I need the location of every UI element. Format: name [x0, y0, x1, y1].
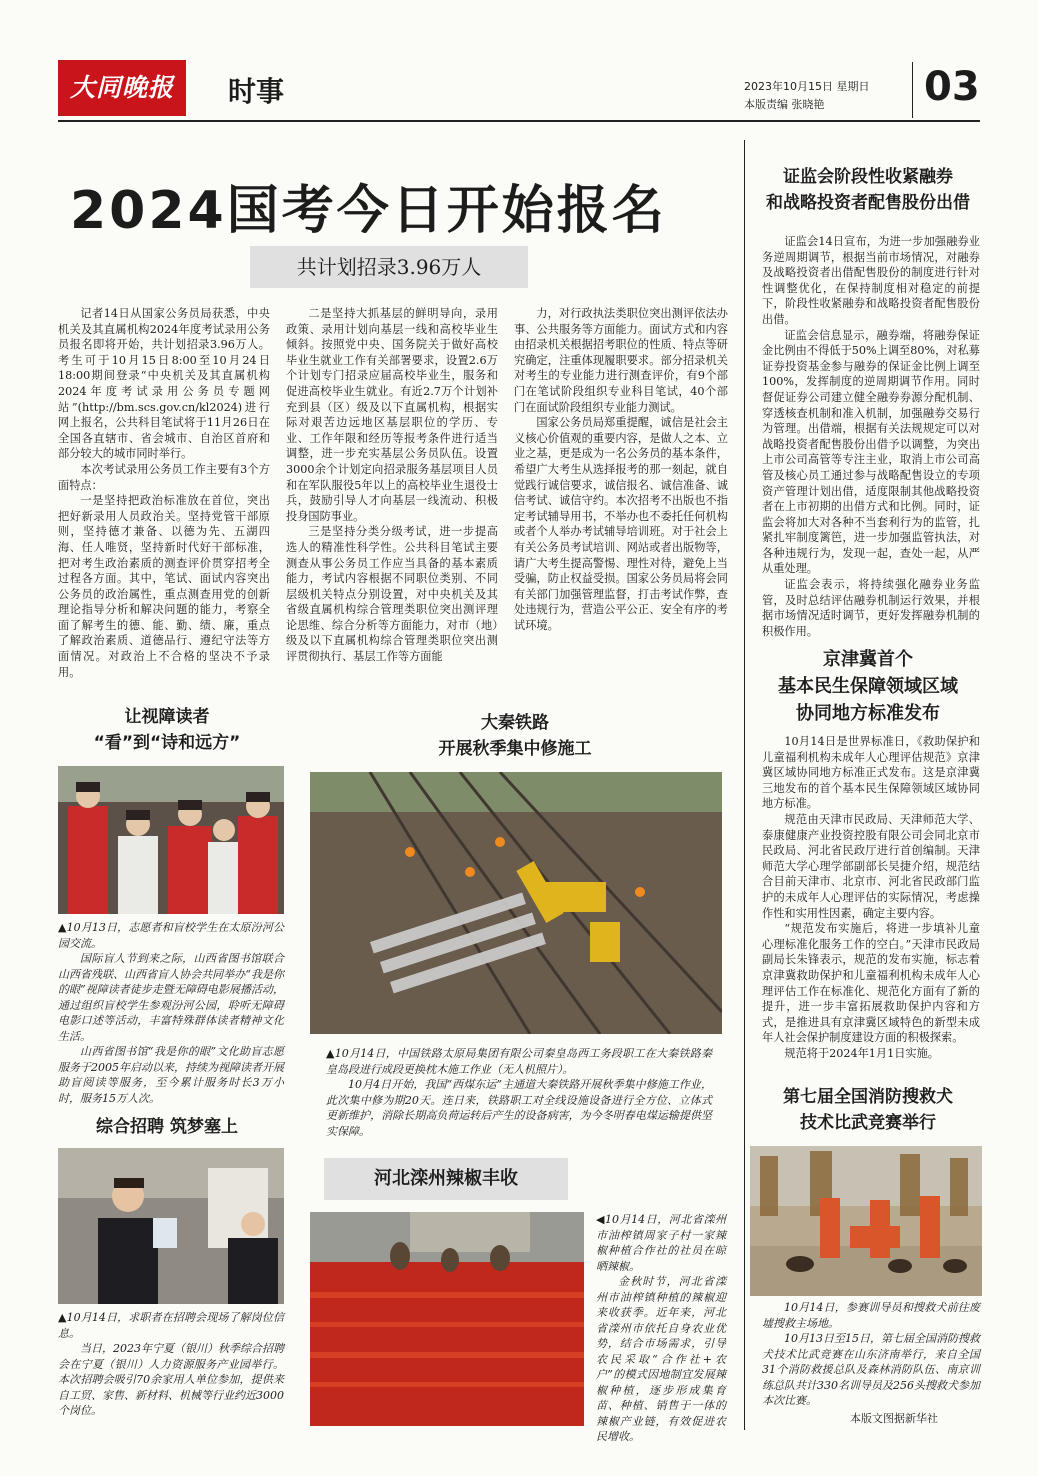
recruit-caption — [58, 1310, 284, 1419]
readers-headline — [62, 704, 272, 756]
paragraph: 二是坚持大抓基层的鲜明导向，录用政策、录用计划向基层一线和高校毕业生倾斜。按照党中央、国务院关于做好高校毕业生就业工作有关部署要求，设置2.6万个计划专门招录应届高校毕业生，服务和促进高校毕业生就业。有近2.7万个计划补充到县（区）级及以下直属机构，根据实际对艰苦边远地区基层职位的学历、专业、工作年限和经历等报考条件进行适当调整，进一步充实基层公务员队伍。设置3000余个计划定向招录服务基层项目人员和在军队服役5年以上的高校毕业生退役士兵，鼓励引导人才向基层一线流动、积极投身国防事业。 — [286, 307, 498, 523]
caption-text: 10月4日开始，我国“西煤东运”主通道大秦铁路开展秋季集中修施工作业，此次集中修为期20天。连日来，铁路职工对全线设施设备进行全方位、立体式更新维护，消除长期高负荷运转后产生的设备病害，为今冬明春电煤运输提供坚实保障。 — [326, 1078, 712, 1138]
paragraph: 力，对行政执法类职位突出测评依法办事、公共服务等方面能力。面试方式和内容由招录机关根据招考职位的性质、特点等研究确定，注重体现履职要求。部分招录机关对考生的专业能力进行测查评价，有9个部门在笔试阶段组织专业科目笔试，40个部门在面试阶段组织专业能力测试。 — [514, 307, 728, 414]
headline-line: 第七届全国消防搜救犬 — [783, 1087, 953, 1107]
rail-headline — [340, 710, 690, 762]
caption-text: 10月13日至15日，第七届全国消防搜救犬技术比武竞赛在山东济南举行，来自全国31个消防救援总队及森林消防队伍、南京训练总队共计330名训导员及256头搜救犬参加本次比赛。 — [762, 1332, 980, 1407]
right-column-divider — [744, 140, 745, 1430]
rescue-dog-headline — [750, 1084, 986, 1136]
readers-caption — [58, 920, 284, 1106]
caption-text: 当日，2023年宁夏（银川）秋季综合招聘会在宁夏（银川）人力资源服务产业园举行。本次招聘会吸引70余家用人单位参加，提供来自工贸、家售、新材料、机械等行业约近3000个岗位。 — [58, 1342, 284, 1417]
standards-story — [762, 734, 980, 1061]
recruit-headline: 综合招聘 筑梦塞上 — [96, 1117, 238, 1137]
issue-date: 2023年10月15日 星期日 — [744, 80, 870, 93]
caption-text: ▲10月13日，志愿者和盲校学生在太原汾河公园交流。 — [58, 921, 284, 950]
paragraph: 规范将于2024年1月1日实施。 — [784, 1046, 939, 1060]
paragraph: 证监会信息显示，融券端，将融券保证金比例由不得低于50%上调至80%，对私募证券投资基金参与融券的保证金比例上调至100%，发挥制度的逆周期调节作用。同时督促证券公司建立健全融券券源分配机制、穿透核查机制和准入机制，加强融券交易行为管理。出借端，根据有关法规规定可以对战略投资者配售股份出借予以调整，为突出上市公司高管等专注主业，取消上市公司高管及核心员工通过参与战略配售设立的专项资产管理计划出借，适度限制其他战略投资者在上市初期的出借方式和比例。同时，证监会将加大对各种不当套利行为的监管，扎紧扎牢制度篱笆，进一步加强监管执法，对各种违规行为，发现一起，查处一起，从严从重处理。 — [762, 328, 980, 576]
recruit-photo — [58, 1148, 284, 1304]
paragraph: 国家公务员局郑重提醒，诚信是社会主义核心价值观的重要内容，是做人之本、立业之基，更是成为一名公务员的基本条件，希望广大考生从选择报考的那一刻起，就自觉践行诚信要求，诚信报名、诚信准备、诚信考试、诚信守约。本次招考不出版也不指定考试辅导用书，不举办也不委托任何机构或者个人举办考试辅导培训班。对于社会上有关公务员考试培训、网站或者出版物等，请广大考生提高警惕、理性对待，避免上当受骗，防止权益受损。国家公务员局将会同有关部门加强管理监督，打击考试作弊，查处违规行为，营造公平公正、安全有序的考试环境。 — [514, 416, 728, 632]
lead-headline: 2024国考今日开始报名 — [70, 181, 667, 241]
page-editor: 本版责编 张晓艳 — [744, 98, 825, 111]
caption-text: 山西省图书馆“我是你的眼”文化助盲志愿服务于2005年启动以来，持续为视障读者开展助盲阅读等服务，至今累计服务时长3万小时，服务15万人次。 — [58, 1045, 284, 1105]
standards-headline — [750, 646, 986, 727]
headline-line: “看”到“诗和远方” — [93, 733, 241, 753]
rail-caption — [326, 1046, 712, 1139]
section-name: 时事 — [228, 75, 285, 108]
headline-line: 开展秋季集中修施工 — [438, 739, 592, 759]
readers-photo — [58, 766, 284, 914]
headline-line: 和战略投资者配售股份出借 — [766, 193, 970, 213]
lead-column-3 — [514, 306, 728, 633]
paragraph: 规范由天津市民政局、天津师范大学、泰康健康产业投资控股有限公司会同北京市民政局、河北省民政厅进行首创编制。天津师范大学心理学部副部长吴捷介绍，规范结合目前天津市、北京市、河北省民政部门监护的未成年人心理评估的实际情况，考虑操作性和实用性因素，确定主要内容。 — [762, 812, 980, 920]
caption-text: 国际盲人节到来之际，山西省图书馆联合山西省残联、山西省盲人协会共同举办“我是你的眼”视障读者徒步走暨无障碍电影展播活动，通过组织盲校学生参观汾河公园，聆听无障碍电影口述等活动，丰富特殊群体读者精神文化生活。 — [58, 952, 284, 1043]
headline-line: 基本民生保障领域区域 — [778, 676, 958, 697]
paragraph: 三是坚持分类分级考试，进一步提高选人的精准性科学性。公共科目笔试主要测查从事公务员工作应当具备的基本素质能力，考试内容根据不同职位类别、不同层级机关特点分别设置，对中央机关及其省级直属机构综合管理类职位突出测评理论思维、综合分析等方面能力，对市（地）级及以下直属机构综合管理类职位突出测评贯彻执行、基层工作等方面能 — [286, 525, 498, 664]
photo-credit: 本版文图据新华社 — [850, 1412, 938, 1425]
caption-text: ▲10月14日，中国铁路太原局集团有限公司秦皇岛西工务段职工在大秦铁路秦皇岛段进行成段更换枕木施工作业（无人机照片）。 — [326, 1047, 712, 1076]
caption-text: 金秋时节，河北省滦州市油榨镇种植的辣椒迎来收获季。近年来，河北省滦州市依托自身农业优势，结合市场需求，引导农民采取“合作社+农户”的模式因地制宜发展辣椒种植，逐步形成集育苗、种植、销售于一体的辣椒产业链，有效促进农民增收。 — [596, 1275, 726, 1443]
caption-text: 10月14日，参赛训导员和搜救犬前往废墟搜救主场地。 — [762, 1301, 980, 1330]
rail-photo — [310, 772, 722, 1034]
page-number: 03 — [924, 64, 980, 110]
rescue-dog-photo — [750, 1146, 982, 1296]
lead-column-1 — [58, 306, 270, 680]
securities-story — [762, 234, 980, 639]
headline-line: 京津冀首个 — [823, 649, 913, 670]
rescue-dog-caption — [762, 1300, 980, 1409]
pepper-headline: 河北滦州辣椒丰收 — [324, 1158, 568, 1200]
caption-text: ◀10月14日，河北省滦州市油榨镇周家子村一家辣椒种植合作社的社员在晾晒辣椒。 — [596, 1213, 726, 1273]
pepper-caption — [596, 1212, 726, 1445]
headline-line: 让视障读者 — [124, 707, 210, 727]
paragraph: 证监会表示，将持续强化融券业务监管，及时总结评估融券机制运行效果，并根据市场情况适时调节，更好发挥融券机制的积极作用。 — [762, 578, 980, 638]
paragraph: “规范发布实施后，将进一步填补儿童心理标准化服务工作的空白。”天津市民政局副局长朱锋表示，规范的发布实施，标志着京津冀救助保护和儿童福利机构未成年人心理评估工作在标准化、规范化方面有了新的提升，进一步丰富拓展救助保护内容和方式，是推进具有京津冀区域特色的新型未成年人社会保护制度建设方面的积极探索。 — [762, 922, 980, 1045]
header-rule — [58, 120, 980, 122]
headline-line: 协同地方标准发布 — [796, 703, 940, 724]
paragraph: 本次考试录用公务员工作主要有3个方面特点： — [58, 462, 270, 492]
headline-line: 技术比武竞赛举行 — [800, 1113, 936, 1133]
paragraph: 10月14日是世界标准日，《救助保护和儿童福利机构未成年人心理评估规范》京津冀区域协同地方标准正式发布。这是京津冀三地发布的首个基本民生保障领域区域协同地方标准。 — [762, 735, 980, 811]
caption-text: ▲10月14日，求职者在招聘会现场了解岗位信息。 — [58, 1311, 284, 1340]
headline-line: 证监会阶段性收紧融券 — [783, 167, 953, 187]
headline-line: 大秦铁路 — [481, 713, 549, 733]
lead-subheadline: 共计划招录3.96万人 — [250, 246, 528, 288]
header-divider — [912, 62, 913, 118]
pepper-photo — [310, 1212, 584, 1426]
securities-headline — [750, 164, 986, 216]
newspaper-logo: 大同晚报 — [58, 60, 186, 116]
paragraph: 记者14日从国家公务员局获悉，中央机关及其直属机构2024年度考试录用公务员报名即将开始，共计划招录3.96万人。考生可于10月15日8:00至10月24日18:00期间登录“中央机关及其直属机构2024年度考试录用公务员专题网站”(http://bm.scs.gov.cn/kl2024)进行网上报名，公共科目笔试将于11月26日在全国各直辖市、省会城市、自治区首府和部分较大的城市同时举行。 — [58, 307, 270, 461]
paragraph: 证监会14日宣布，为进一步加强融券业务逆周期调节，根据当前市场情况，对融券及战略投资者出借配售股份的制度进行针对性调整优化，在保持制度相对稳定的前提下，阶段性收紧融券和战略投资者配售股份出借。 — [762, 235, 980, 326]
lead-column-2 — [286, 306, 498, 665]
paragraph: 一是坚持把政治标准放在首位，突出把好新录用人员政治关。坚持党管干部原则，坚持德才兼备、以德为先、五湖四海、任人唯贤，坚持新时代好干部标准，把对考生政治素质的测查评价贯穿招考全过程各方面。其中，笔试、面试内容突出公务员的政治属性，重点测查用党的创新理论指导分析和解决问题的能力，考察全面了解考生的德、能、勤、绩、廉，重点了解政治素质、道德品行、遵纪守法等方面情况。对政治上不合格的坚决不予录用。 — [58, 494, 270, 679]
